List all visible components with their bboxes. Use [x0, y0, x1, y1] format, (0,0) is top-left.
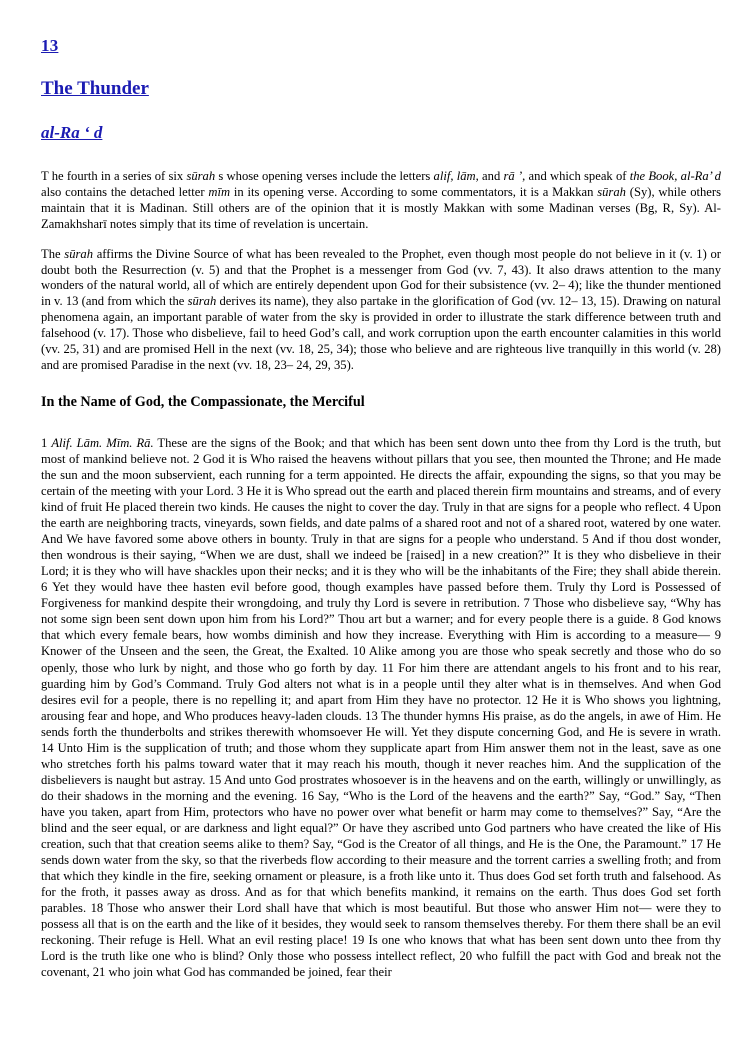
- intro-italic: sūrah: [597, 184, 626, 199]
- intro-italic: sūrah: [186, 169, 216, 183]
- chapter-title-transliterated: al-Ra ‘ d: [41, 123, 103, 142]
- intro-italic: sūrah: [187, 294, 217, 309]
- intro-italic: mīm: [208, 184, 231, 199]
- chapter-title: The Thunder: [41, 78, 149, 99]
- intro-text: s whose opening verses include the letters: [215, 169, 434, 183]
- basmala-heading: In the Name of God, the Compassionate, the Merciful: [41, 393, 365, 410]
- verse-text: These are the signs of the Book; and that which has been sent down unto thee from thy Lord is the truth, but most of mankind believe not. 2 God it is Who raised the heavens without pillars that you see, then mounted the Throne; and He made the sun and the moon subservient, each running for a term appointed. He directs the affair, expounding the signs, so that you may be certain of the meeting with your Lord. 3 He it is Who spread out the earth and placed therein firm mountains and streams, and of every kind of fruit He placed therein two kinds. He causes the night to cover the day. Truly in that are signs for a people who reflect. 4 Upon the earth are neighboring tracts, vineyards, sown fields, and date palms of a shared root and not of a shared root, watered by one water. And We have favored some above others in bounty. Truly in that are signs for a people who understand. 5 And if thou dost wonder, then wondrous is their saying, “When we are dust, shall we indeed be [raised] in a new creation?” It is they who disbelieve in their Lord; it is they who will have shackles upon their necks; and it is they who will be the inhabitants of the Fire; they shall abide therein. 6 Yet they would have thee hasten evil before good, though examples have passed before them. Truly thy Lord is Possessed of Forgiveness for mankind despite their wrongdoing, and truly thy Lord is severe in retribution. 7 Those who disbelieve say, “Why has not some sign been sent down upon him from his Lord?” Thou art but a warner; and for every people there is a guide. 8 God knows that which every female bears, how wombs diminish and how they increase. Everything with Him is according to a measure— 9 Knower of the Unseen and the seen, the Great, the Exalted. 10 Alike among you are those who speak secretly and those who do so openly, those who lurk by night, and those who go forth by day. 11 For him there are attendant angels to his front and to his rear, guarding him by God’s Command. Truly God alters not what is in a people until they alter what is in themselves. And when God desires evil for a people, there is no repelling it; and apart from Him they have no protector. 12 He it is Who shows you lightning, arousing fear and hope, and Who produces heavy-laden clouds. 13 The thunder hymns His praise, as do the angels, in awe of Him. He sends forth the thunderbolts and strikes therewith whomsoever He will. Yet they dispute concerning God, and He is severe in wrath. 14 Unto Him is the supplication of truth; and those whom they supplicate apart from Him answer them not in the least, save as one who stretches forth his palms toward water that it may reach his mouth, though it never reaches him. And the supplication of the disbelievers is naught but astray. 15 And unto God prostrates whosoever is in the heavens and on the earth, willingly or unwillingly, as do their shadows in the morning and the evening. 16 Say, “Who is the Lord of the heavens and the earth?” Say, “God.” Say, “Then have you taken, apart from Him, protectors who have no power over what benefit or harm may come to themselves?” Say, “Are the blind and the seer equal, or are darkness and light equal?” Or have they ascribed unto God partners who have created the like of His creation, such that that creation seems alike to them? Say, “God is the Creator of all things, and He is the One, the Paramount.” 17 He sends down water from the sky, so that the riverbeds flow according to their measure and the torrent carries a swelling froth; and from that which they kindle in the fire, seeking ornament or pleasure, is a froth like unto it. Thus does God set forth truth and falsehood. As for the froth, it passes away as dross. And as for that which benefits mankind, it remains on the earth. Thus does God set forth parables. 18 Those who answer their Lord shall have that which is most beautiful. But those who answer Him not— were they to possess all that is on the earth and the like of it besides, they would seek to ransom themselves thereby. For them there shall be an evil reckoning. Their refuge is Hell. What an evil resting place! 19 Is one who knows that what has been sent down unto thee from thy Lord is the truth like one who is blind? Only those who possess intellect reflect, 20 who fulfill the pact with God and break not the covenant, 21 who join what God has commanded be joined, fear their: [41, 435, 721, 980]
- intro-italic: the Book, al-Ra’ d: [629, 169, 721, 183]
- intro-paragraph-1: [41, 169, 721, 233]
- intro-text: , and which speak of: [522, 169, 630, 183]
- intro-text: derives its name), they also partake in the glorification of God (vv. 12– 13, 15). Drawing on natural phenomena again, an important parable of water from the sky is provided in order to illustrate the stark difference between truth and falsehood (v. 17). Those who disbelieve, fail to heed God’s call, and work corruption upon the earth encounter calamities in this world (vv. 25, 31) and are promised Hell in the next (vv. 18, 25, 34); those who believe and are righteous live tranquilly in this world (v. 28) and are promised Paradise in the next (vv. 18, 23– 24, 29, 35).: [41, 294, 722, 372]
- intro-text: affirms the Divine Source of what has been revealed to the Prophet, even though most people do not believe in it (v. 1) or doubt both the Resurrection (v. 5) and that the Prophet is a messenger from God (vv. 7, 43). It also draws attention to the many wonders of the natural world, all of which are entirely dependent upon God for their subsistence (vv. 2– 4); like the thunder mentioned in v. 13 (and from which the: [41, 246, 721, 309]
- intro-italic: alif, lām,: [433, 169, 479, 183]
- intro-italic: sūrah: [64, 246, 93, 261]
- intro-text: also contains the detached letter: [41, 184, 209, 199]
- intro-text: T he fourth in a series of six: [41, 169, 187, 183]
- intro-text: and: [478, 169, 504, 183]
- chapter-number: 13: [41, 36, 59, 55]
- intro-italic: rā ’: [503, 169, 523, 183]
- verse-body: [41, 435, 721, 981]
- intro-text: The: [41, 246, 65, 261]
- intro-text: in its opening verse. According to some commentators, it is a Makkan: [230, 184, 598, 199]
- detached-letters: Alif. Lām. Mīm. Rā.: [51, 435, 154, 450]
- intro-text: (Sy), while others maintain that it is Madinan. Still others are of the opinion that it is mostly Makkan with some Madinan verses (Bg, R, Sy). Al-Zamakhsharī notes simply that its time of revelation is uncertain.: [41, 184, 721, 231]
- intro-paragraph-2: [41, 247, 721, 374]
- verse-number: 1: [41, 435, 48, 450]
